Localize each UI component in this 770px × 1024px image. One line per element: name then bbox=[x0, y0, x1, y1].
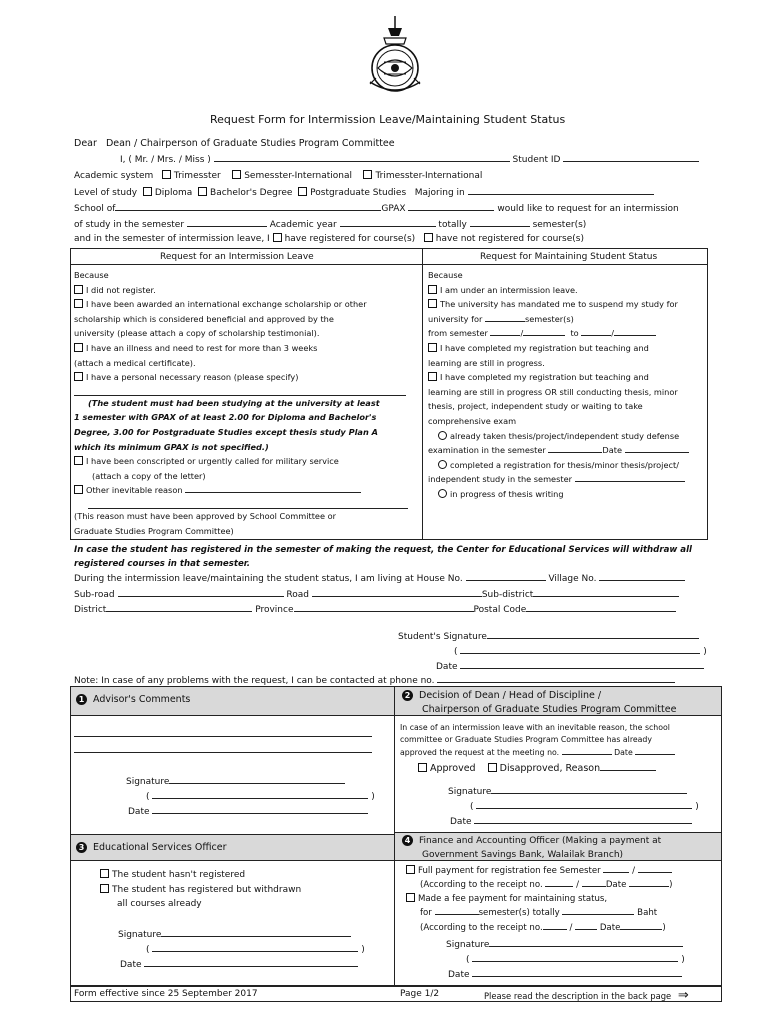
trimester-intl-label: Trimesster-International bbox=[375, 171, 483, 181]
advisor-name-row: ( ) bbox=[146, 792, 375, 802]
majoring-field[interactable] bbox=[468, 186, 654, 195]
withdrawn-checkbox[interactable] bbox=[100, 884, 109, 893]
diploma-label: Diploma bbox=[154, 188, 193, 198]
finance-signature-label: Signature bbox=[446, 940, 490, 950]
dean-t2: committee or Graduate Studies Program Committee has already bbox=[400, 735, 652, 744]
living-label: During the intermission leave/maintaining the student status, I am living at House No. bbox=[74, 574, 463, 584]
from-semester-field[interactable] bbox=[490, 327, 520, 336]
finance-f3: Made a fee payment for maintaining status, bbox=[418, 893, 608, 904]
academic-year-label: Academic year bbox=[269, 220, 337, 230]
advisor-title-text: Advisor's Comments bbox=[93, 694, 191, 705]
semester-field[interactable] bbox=[187, 218, 267, 227]
semester-intl-label: Semesster-International bbox=[244, 171, 353, 181]
under-intermission-checkbox[interactable] bbox=[428, 285, 437, 294]
edu-number-icon: 3 bbox=[76, 842, 87, 853]
dean-name-row: ( ) bbox=[470, 802, 699, 812]
other-reason-checkbox[interactable] bbox=[74, 485, 83, 494]
finance-f2: (According to the receipt no. bbox=[420, 880, 543, 891]
name-field[interactable] bbox=[214, 153, 510, 162]
have-registered-checkbox[interactable] bbox=[273, 233, 282, 242]
defense-semester-field[interactable] bbox=[548, 444, 602, 453]
postgrad-label: Postgraduate Studies bbox=[310, 188, 407, 198]
edu-name-field[interactable] bbox=[152, 943, 358, 952]
dean-signature-field[interactable] bbox=[491, 785, 687, 794]
registered-text: and in the semester of intermission leave, I bbox=[74, 234, 270, 244]
phone-field[interactable] bbox=[437, 674, 675, 683]
not-registered-checkbox[interactable] bbox=[424, 233, 433, 242]
right-l4b: to bbox=[570, 328, 579, 339]
contact-row bbox=[74, 674, 675, 686]
right-l13: completed a registration for thesis/minor thesis/project/ bbox=[450, 459, 679, 470]
finance-f5b: Date bbox=[599, 922, 621, 933]
subdistrict-label: Sub-district bbox=[481, 590, 534, 600]
finance-date-row bbox=[448, 968, 682, 980]
advisor-signature-label: Signature bbox=[126, 777, 170, 787]
finance-f5: (According to the receipt no. bbox=[420, 922, 543, 933]
edu-date-label: Date bbox=[120, 960, 142, 970]
left-item-4: university (please attach a copy of scholarship testimonial). bbox=[74, 328, 320, 339]
other-reason-label: Other inevitable reason bbox=[86, 485, 183, 496]
left-col-header: Request for an Intermission Leave bbox=[160, 252, 314, 262]
finance-f2b: Date bbox=[605, 880, 627, 891]
right-l11: already taken thesis/project/independent study defense bbox=[450, 430, 680, 441]
disapproved-checkbox[interactable] bbox=[488, 763, 497, 772]
house-no-field[interactable] bbox=[466, 572, 546, 581]
edu-name-row: ( ) bbox=[146, 945, 365, 955]
receipt-no-field[interactable] bbox=[545, 878, 573, 887]
subroad-label: Sub-road bbox=[74, 590, 115, 600]
defense-radio[interactable] bbox=[438, 431, 447, 440]
receipt-date-2-field[interactable] bbox=[620, 921, 662, 930]
dean-t1: In case of an intermission leave with an inevitable reason, the school bbox=[400, 723, 670, 732]
school-label: School of bbox=[74, 204, 116, 214]
footer-page: Page 1/2 bbox=[400, 989, 440, 999]
advisor-title bbox=[76, 694, 190, 705]
semester-row bbox=[74, 218, 586, 230]
left-note-2: 1 semester with GPAX of at least 2.00 for Diploma and Bachelor's bbox=[74, 412, 377, 423]
maintain-fee-checkbox[interactable] bbox=[406, 893, 415, 902]
right-col-body: Because I am under an intermission leave. The university has mandated me to suspend my study for university for semester(s) from semester / to / I have completed my registration but teaching and learning are still in progress. I have completed my registration but teaching and learning are still in progress OR still conducting thesis, minor thesis, project, independent study or waiting to take comprehensive exam already taken thesis/project/independent study defense examination in the semester Date completed a registration for thesis/minor thesis/project/ independent study in the semester in progress of thesis writing bbox=[428, 268, 689, 502]
advisor-date-row bbox=[128, 805, 368, 817]
province-field[interactable] bbox=[294, 603, 474, 612]
name-prefix: I, ( Mr. / Mrs. / Miss ) bbox=[120, 155, 211, 165]
totally-field[interactable] bbox=[470, 218, 530, 227]
receipt-book-field[interactable] bbox=[582, 878, 606, 887]
dean-date-field[interactable] bbox=[474, 815, 692, 824]
academic-system-row bbox=[74, 170, 482, 181]
right-col-header: Request for Maintaining Student Status bbox=[480, 252, 658, 262]
finance-name-field[interactable] bbox=[472, 953, 678, 962]
edu-signature-row bbox=[118, 928, 351, 940]
postal-field[interactable] bbox=[526, 603, 676, 612]
receipt-date-field[interactable] bbox=[629, 878, 669, 887]
left-item-3: scholarship which is considered beneficial and approved by the bbox=[74, 313, 334, 324]
illness-checkbox[interactable] bbox=[74, 343, 83, 352]
finance-signature-row bbox=[446, 938, 683, 950]
edu-body bbox=[100, 868, 301, 912]
dean-decision-row bbox=[418, 762, 656, 774]
form-title: Request Form for Intermission Leave/Maintaining Student Status bbox=[210, 113, 566, 126]
gpax-field[interactable] bbox=[408, 202, 494, 211]
dean-title-1: Decision of Dean / Head of Discipline / bbox=[419, 690, 602, 701]
district-field[interactable] bbox=[106, 603, 252, 612]
advisor-date-field[interactable] bbox=[152, 805, 368, 814]
receipt-book-2-field[interactable] bbox=[575, 921, 597, 930]
right-l15: in progress of thesis writing bbox=[450, 488, 564, 499]
advisor-signature-field[interactable] bbox=[169, 775, 345, 784]
left-approval-2: Graduate Studies Program Committee) bbox=[74, 525, 234, 536]
from-year-field[interactable] bbox=[523, 327, 565, 336]
have-registered-label: have registered for course(s) bbox=[284, 234, 416, 244]
name-line bbox=[120, 153, 699, 165]
maintain-amount-field[interactable] bbox=[562, 906, 634, 915]
request-table-header-line bbox=[70, 264, 708, 265]
personal-reason-checkbox[interactable] bbox=[74, 372, 83, 381]
student-printed-name-field[interactable] bbox=[460, 645, 700, 654]
edu-signature-field[interactable] bbox=[161, 928, 351, 937]
student-date-row bbox=[436, 660, 704, 672]
to-semester-field[interactable] bbox=[581, 327, 611, 336]
right-l4: from semester bbox=[428, 328, 488, 339]
village-label: Village No. bbox=[548, 574, 597, 584]
of-study-label: of study in the semester bbox=[74, 220, 185, 230]
school-field[interactable] bbox=[115, 202, 381, 211]
dean-t3b: Date bbox=[614, 748, 633, 757]
university-seal-logo bbox=[362, 14, 428, 96]
subroad-field[interactable] bbox=[118, 588, 284, 597]
request-table-divider bbox=[422, 248, 423, 540]
advisor-date-label: Date bbox=[128, 807, 150, 817]
not-registered-label: have not registered for course(s) bbox=[435, 234, 584, 244]
dear-line bbox=[74, 138, 395, 149]
to-year-field[interactable] bbox=[614, 327, 656, 336]
finance-title-1: Finance and Accounting Officer (Making a payment at bbox=[419, 836, 662, 846]
no-register-checkbox[interactable] bbox=[74, 285, 83, 294]
totally-label: totally bbox=[438, 220, 467, 230]
right-l12b: Date bbox=[602, 445, 622, 456]
finance-f4: for bbox=[420, 908, 432, 919]
right-l14: independent study in the semester bbox=[428, 474, 572, 485]
edu-date-row bbox=[120, 958, 358, 970]
student-id-field[interactable] bbox=[563, 153, 699, 162]
bachelor-checkbox[interactable] bbox=[198, 187, 207, 196]
student-id-label: Student ID bbox=[512, 155, 561, 165]
left-col-body bbox=[74, 268, 408, 538]
majoring-label: Majoring in bbox=[414, 188, 465, 198]
trimester-label: Trimesster bbox=[173, 171, 221, 181]
withdraw-note bbox=[74, 543, 692, 571]
disapproved-label: Disapproved, Reason bbox=[499, 763, 601, 774]
semesters-label: semester(s) bbox=[532, 220, 587, 230]
trimester-intl-checkbox[interactable] bbox=[363, 170, 372, 179]
dean-t3: approved the request at the meeting no. bbox=[400, 748, 560, 757]
completed-thesis-radio[interactable] bbox=[438, 460, 447, 469]
finance-name-row: ( ) bbox=[466, 955, 685, 965]
advisor-comment-line-1[interactable] bbox=[74, 736, 372, 737]
finance-body: Full payment for registration fee Semester / (According to the receipt no. / Date ) Made a fee payment for maintaining status, for semester(s) totally Baht (According to the receipt no. / Date ) bbox=[406, 864, 672, 935]
diploma-checkbox[interactable] bbox=[143, 187, 152, 196]
address-row-2 bbox=[74, 588, 679, 600]
student-signature-label: Student's Signature bbox=[398, 632, 487, 642]
right-l1: I am under an intermission leave. bbox=[440, 284, 578, 295]
finance-f1: Full payment for registration fee Semester bbox=[418, 866, 601, 876]
address-row-1 bbox=[74, 572, 685, 584]
dean-number-icon: 2 bbox=[402, 690, 413, 701]
road-label: Road bbox=[286, 590, 309, 600]
receipt-no-2-field[interactable] bbox=[543, 921, 567, 930]
finance-date-label: Date bbox=[448, 970, 470, 980]
registered-row bbox=[74, 233, 584, 244]
dean-title bbox=[402, 689, 676, 717]
edu-signature-label: Signature bbox=[118, 930, 162, 940]
right-l10: comprehensive exam bbox=[428, 415, 517, 426]
meeting-no-field[interactable] bbox=[562, 746, 612, 755]
edu-title-text: Educational Services Officer bbox=[93, 842, 227, 853]
finance-number-icon: 4 bbox=[402, 835, 413, 846]
right-l3b: semester(s) bbox=[524, 313, 574, 324]
thesis-semester-field[interactable] bbox=[575, 473, 685, 482]
student-name-row: ( ) bbox=[454, 647, 707, 657]
left-approval-1: (This reason must have been approved by School Committee or bbox=[74, 510, 336, 521]
scholarship-checkbox[interactable] bbox=[74, 299, 83, 308]
finance-date-field[interactable] bbox=[472, 968, 682, 977]
suspend-semesters-field[interactable] bbox=[485, 313, 525, 322]
address-row-3 bbox=[74, 603, 676, 615]
left-note-3: Degree, 3.00 for Postgraduate Studies except thesis study Plan A bbox=[74, 426, 378, 437]
academic-year-field[interactable] bbox=[340, 218, 436, 227]
approved-label: Approved bbox=[430, 763, 476, 774]
finance-signature-field[interactable] bbox=[489, 938, 683, 947]
school-row bbox=[74, 202, 679, 214]
subdistrict-field[interactable] bbox=[533, 588, 679, 597]
thesis-writing-radio[interactable] bbox=[438, 489, 447, 498]
contact-note: Note: In case of any problems with the request, I can be contacted at phone no. bbox=[74, 676, 435, 686]
edu-o3: all courses already bbox=[117, 899, 202, 909]
footer-back-note bbox=[484, 988, 689, 1003]
right-l9: thesis, project, independent study or waiting to take bbox=[428, 401, 643, 412]
dean-date-row bbox=[450, 815, 692, 827]
right-l3: university for bbox=[428, 313, 483, 324]
academic-system-label: Academic system bbox=[74, 171, 154, 181]
edu-o1: The student hasn't registered bbox=[112, 870, 246, 880]
postgrad-checkbox[interactable] bbox=[298, 187, 307, 196]
approved-checkbox[interactable] bbox=[418, 763, 427, 772]
finance-f4b: semester(s) totally bbox=[478, 908, 560, 919]
postal-label: Postal Code bbox=[473, 605, 527, 615]
edu-o2: The student has registered but withdrawn bbox=[112, 884, 302, 895]
defense-date-field[interactable] bbox=[625, 444, 689, 453]
trimester-checkbox[interactable] bbox=[162, 170, 171, 179]
completed-registration-checkbox[interactable] bbox=[428, 343, 437, 352]
left-note-4: which its minimum GPAX is not specified.) bbox=[74, 441, 269, 452]
advisor-number-icon: 1 bbox=[76, 694, 87, 705]
military-checkbox[interactable] bbox=[74, 456, 83, 465]
maintain-semesters-field[interactable] bbox=[435, 906, 479, 915]
right-l8: learning are still in progress OR still conducting thesis, minor bbox=[428, 386, 678, 397]
student-signature-row bbox=[398, 630, 699, 642]
student-date-field[interactable] bbox=[460, 660, 704, 669]
road-field[interactable] bbox=[312, 588, 482, 597]
finance-f4c: Baht bbox=[637, 908, 658, 919]
footer-effective: Form effective since 25 September 2017 bbox=[74, 989, 258, 999]
suspend-checkbox[interactable] bbox=[428, 299, 437, 308]
district-label: District bbox=[74, 605, 107, 615]
thesis-progress-checkbox[interactable] bbox=[428, 372, 437, 381]
right-l2: The university has mandated me to suspend my study for bbox=[440, 299, 678, 310]
military-sub: (attach a copy of the letter) bbox=[92, 470, 206, 481]
dean-date-label: Date bbox=[450, 817, 472, 827]
footer-back: Please read the description in the back page bbox=[484, 991, 672, 1001]
right-l12: examination in the semester bbox=[428, 445, 546, 456]
bachelor-label: Bachelor's Degree bbox=[210, 188, 293, 198]
student-date-label: Date bbox=[436, 662, 458, 672]
withdraw-note-1: In case the student has registered in the semester of making the request, the Center for Educational Services will withdraw all bbox=[74, 545, 692, 555]
dean-body bbox=[400, 722, 675, 759]
request-text: would like to request for an intermission bbox=[497, 204, 679, 214]
dean-name-field[interactable] bbox=[476, 800, 692, 809]
left-item-6: (attach a medical certificate). bbox=[74, 357, 196, 368]
edu-date-field[interactable] bbox=[144, 958, 358, 967]
dear-label: Dear bbox=[74, 138, 97, 149]
dean-signature-row bbox=[448, 785, 687, 797]
fee-year-field[interactable] bbox=[638, 864, 672, 873]
withdraw-note-2: registered courses in that semester. bbox=[74, 559, 251, 569]
full-payment-checkbox[interactable] bbox=[406, 865, 415, 874]
recipient: Dean / Chairperson of Graduate Studies Program Committee bbox=[105, 138, 395, 149]
left-item-5: I have an illness and need to rest for more than 3 weeks bbox=[86, 342, 318, 353]
level-label: Level of study bbox=[74, 188, 138, 198]
finance-title bbox=[402, 834, 661, 862]
not-registered-officer-checkbox[interactable] bbox=[100, 869, 109, 878]
level-row bbox=[74, 186, 654, 198]
gpax-label: GPAX bbox=[381, 204, 406, 214]
military-label: I have been conscripted or urgently called for military service bbox=[86, 456, 339, 467]
left-item-1: I did not register. bbox=[86, 284, 156, 295]
other-reason-field-2[interactable] bbox=[88, 498, 408, 509]
left-item-2: I have been awarded an international exchange scholarship or other bbox=[86, 299, 367, 310]
advisor-comment-line-2[interactable] bbox=[74, 752, 372, 753]
semester-intl-checkbox[interactable] bbox=[232, 170, 241, 179]
left-item-7: I have a personal necessary reason (please specify) bbox=[86, 372, 299, 383]
fee-semester-field[interactable] bbox=[603, 864, 629, 873]
right-l6: learning are still in progress. bbox=[428, 357, 545, 368]
right-because: Because bbox=[428, 270, 463, 280]
advisor-name-field[interactable] bbox=[152, 790, 368, 799]
meeting-date-field[interactable] bbox=[635, 746, 675, 755]
village-no-field[interactable] bbox=[599, 572, 685, 581]
advisor-signature-row bbox=[126, 775, 345, 787]
dean-title-2: Chairperson of Graduate Studies Program Committee bbox=[422, 704, 677, 715]
right-l5: I have completed my registration but teaching and bbox=[440, 342, 649, 353]
other-reason-field[interactable] bbox=[185, 484, 361, 493]
left-because: Because bbox=[74, 270, 109, 280]
dean-signature-label: Signature bbox=[448, 787, 492, 797]
disapproval-reason-field[interactable] bbox=[600, 762, 656, 771]
left-note-1: (The student must had been studying at the university at least bbox=[88, 397, 380, 408]
personal-reason-field[interactable] bbox=[74, 385, 406, 396]
province-label: Province bbox=[255, 605, 294, 615]
student-signature-field[interactable] bbox=[487, 630, 699, 639]
right-l7: I have completed my registration but teaching and bbox=[440, 372, 649, 383]
finance-title-2: Government Savings Bank, Walailak Branch) bbox=[422, 850, 624, 860]
edu-title bbox=[76, 842, 227, 853]
arrow-right-icon: ⇒ bbox=[677, 988, 689, 1003]
